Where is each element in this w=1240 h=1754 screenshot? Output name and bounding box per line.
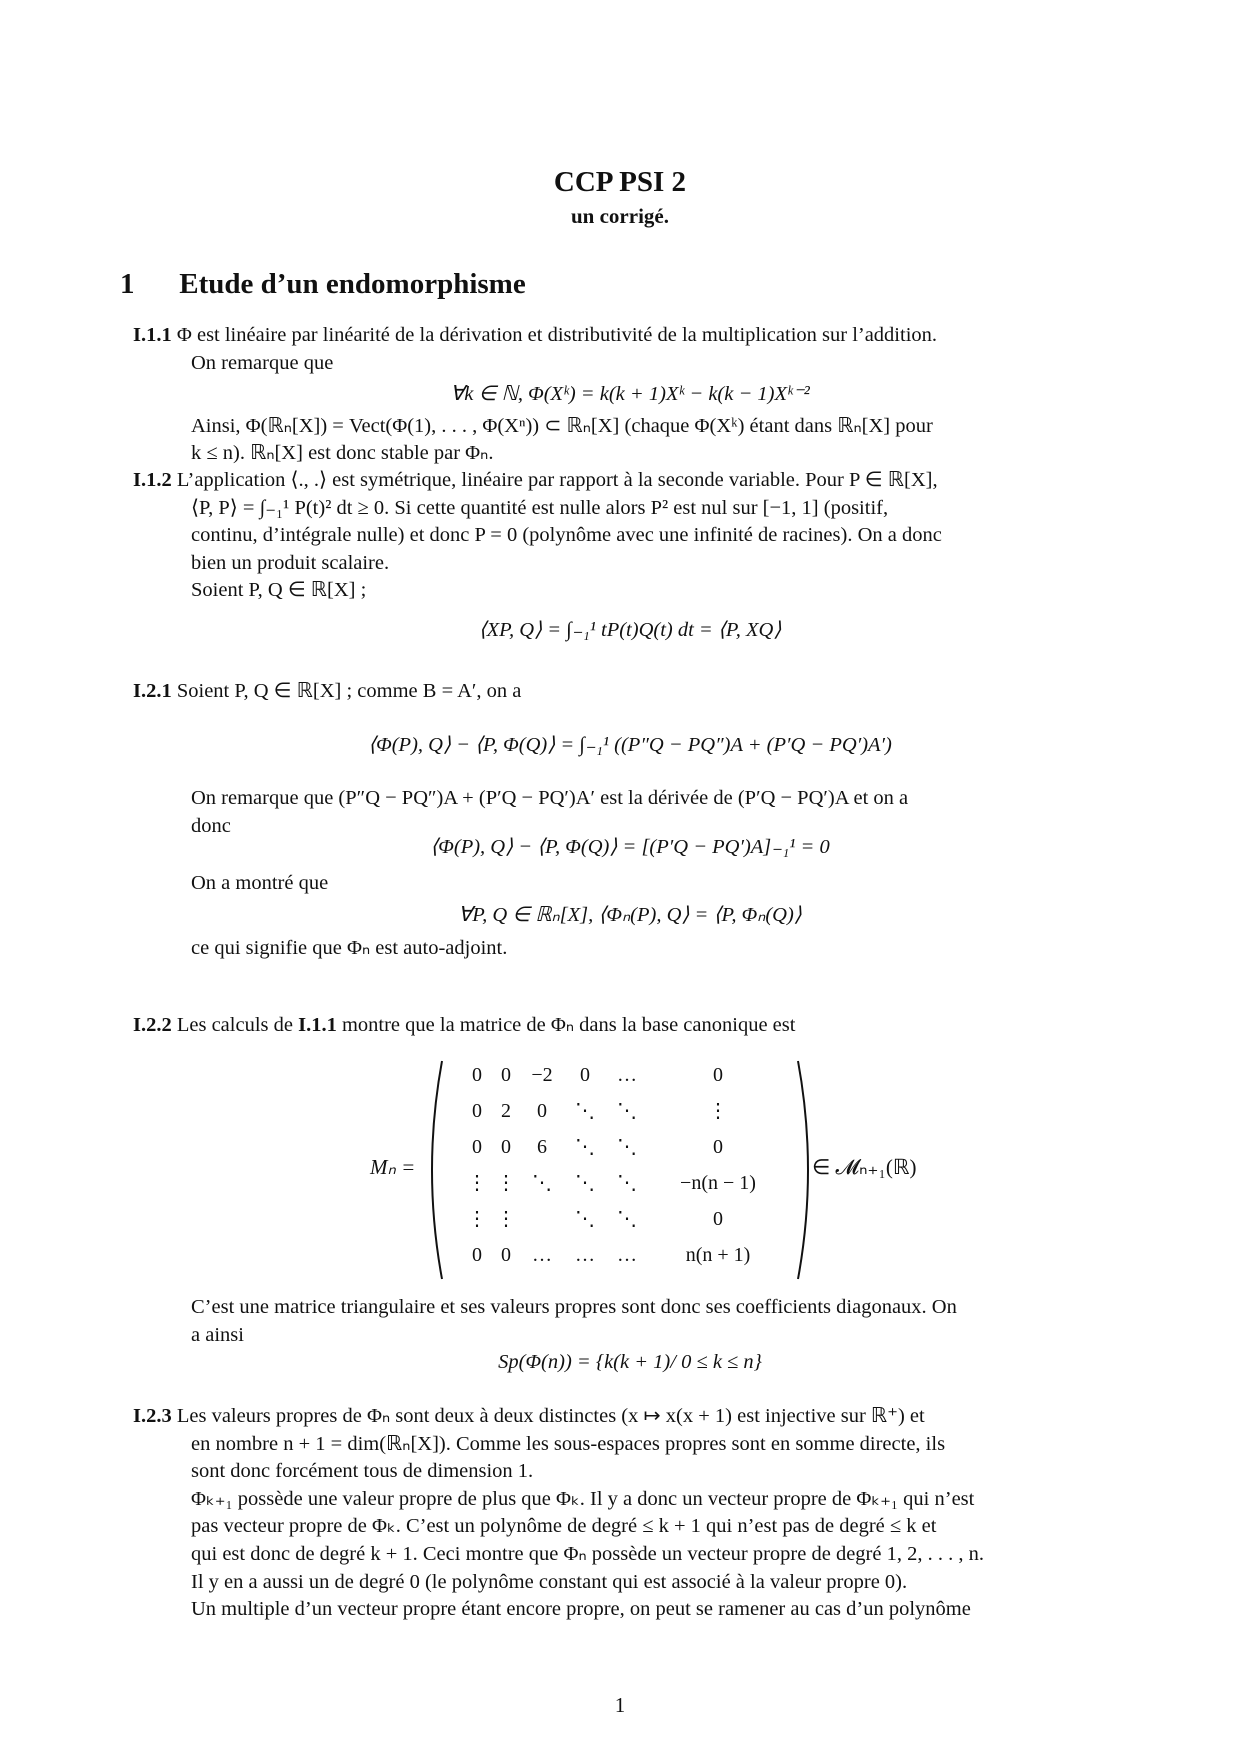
paragraph-line: a ainsi (191, 1323, 244, 1346)
matrix-cell: ⋱ (575, 1208, 595, 1230)
matrix-cell: 0 (501, 1064, 511, 1086)
item-i122 (133, 1012, 1127, 1040)
paragraph-line: qui est donc de degré k + 1. Ceci montre que Φₙ possède un vecteur propre de degré 1, 2, . . . , n. (191, 1542, 984, 1565)
matrix-cell: −n(n − 1) (680, 1172, 756, 1194)
matrix-cell: … (617, 1244, 637, 1266)
paragraph-line: Il y en a aussi un de degré 0 (le polynôme constant qui est associé à la valeur propre 0). (191, 1570, 908, 1593)
cross-reference: I.1.1 (298, 1014, 337, 1036)
paragraph-line: donc (191, 814, 231, 837)
matrix-cell: 0 (713, 1064, 723, 1086)
matrix-cell: 0 (472, 1244, 482, 1266)
paragraph-line: ce qui signifie que Φₙ est auto-adjoint. (191, 937, 508, 960)
matrix-cell: … (575, 1244, 595, 1266)
matrix-cell: 0 (501, 1136, 511, 1158)
item-label: I.2.3 (133, 1405, 172, 1427)
matrix-cell: 0 (472, 1064, 482, 1086)
item-i112 (133, 467, 1127, 649)
matrix-cell: ⋱ (532, 1172, 552, 1194)
paragraph-line: Ainsi, Φ(ℝₙ[X]) = Vect(Φ(1), . . . , Φ(Xⁿ)) ⊂ ℝₙ[X] (chaque Φ(Xᵏ) étant dans ℝₙ[X] pour (191, 414, 933, 437)
equation: ⟨XP, Q⟩ = ∫₋₁¹ tP(t)Q(t) dt = ⟨P, XQ⟩ (478, 618, 782, 641)
matrix-cell: … (617, 1064, 637, 1086)
paragraph-line: L’application ⟨., .⟩ est symétrique, linéaire par rapport à la seconde variable. Pour P ∈ ℝ[X], (176, 469, 938, 491)
equation: ∀P, Q ∈ ℝₙ[X], ⟨Φₙ(P), Q⟩ = ⟨P, Φₙ(Q)⟩ (458, 903, 802, 926)
paragraph-line: On a montré que (191, 871, 329, 894)
paragraph-line: C’est une matrice triangulaire et ses valeurs propres sont donc ses coefficients diagonaux. On (191, 1296, 957, 1318)
document-title: CCP PSI 2 (553, 166, 687, 198)
section-heading (120, 268, 526, 301)
matrix-cell: 0 (580, 1064, 590, 1086)
paragraph-line: Φ est linéaire par linéarité de la dérivation et distributivité de la multiplication sur l’addition. (176, 324, 938, 346)
matrix-cell: … (532, 1244, 552, 1266)
matrix-cell: ⋱ (617, 1172, 637, 1194)
equation: ∀k ∈ ℕ, Φ(Xᵏ) = k(k + 1)Xᵏ − k(k − 1)Xᵏ⁻² (450, 383, 810, 406)
matrix-cell: ⋱ (575, 1100, 595, 1122)
page-number: 1 (614, 1693, 626, 1717)
item-label: I.2.1 (133, 680, 172, 702)
section-title: Etude d’un endomorphisme (179, 268, 526, 300)
paragraph-text: Les calculs de (176, 1014, 299, 1036)
matrix-cell: 0 (472, 1136, 482, 1158)
matrix-cell: 0 (713, 1208, 723, 1230)
paragraph-line: Soient P, Q ∈ ℝ[X] ; (191, 579, 367, 602)
paragraph-line: bien un produit scalaire. (191, 551, 390, 574)
matrix-cell: ⋮ (467, 1208, 487, 1230)
paragraph-line: en nombre n + 1 = dim(ℝₙ[X]). Comme les sous-espaces propres sont en somme directe, ils (191, 1432, 946, 1455)
equation: ⟨Φ(P), Q⟩ − ⟨P, Φ(Q)⟩ = ∫₋₁¹ ((P″Q − PQ″)A + (P′Q − PQ′)A′) (368, 733, 892, 756)
document-subtitle: un corrigé. (571, 204, 669, 228)
paragraph-line: sont donc forcément tous de dimension 1. (191, 1460, 534, 1483)
paragraph-line: Φₖ₊₁ possède une valeur propre de plus que Φₖ. Il y a donc un vecteur propre de Φₖ₊₁ qui n’est (191, 1487, 975, 1510)
paragraph-line: k ≤ n). ℝₙ[X] est donc stable par Φₙ. (191, 442, 494, 465)
item-label: I.2.2 (133, 1014, 172, 1036)
matrix-cell: ⋮ (496, 1172, 516, 1194)
matrix-right-paren (798, 1061, 808, 1279)
matrix-cell: 0 (501, 1244, 511, 1266)
item-i123 (133, 1403, 1127, 1624)
section-number: 1 (120, 268, 135, 300)
paragraph-line: Soient P, Q ∈ ℝ[X] ; comme B = A′, on a (176, 680, 522, 702)
paragraph-line: continu, d’intégrale nulle) et donc P = 0 (polynôme avec une infinité de racines). On a donc (191, 524, 942, 547)
matrix-cell: ⋱ (575, 1172, 595, 1194)
equation: Sp(Φ(n)) = {k(k + 1)/ 0 ≤ k ≤ n} (498, 1351, 762, 1374)
equation: ⟨Φ(P), Q⟩ − ⟨P, Φ(Q)⟩ = [(P′Q − PQ′)A]₋₁¹ = 0 (430, 836, 830, 859)
matrix-cell: 0 (472, 1100, 482, 1122)
matrix-cell: 0 (537, 1100, 547, 1122)
matrix-cell: −2 (531, 1064, 553, 1086)
item-label: I.1.2 (133, 469, 172, 491)
matrix-cell: n(n + 1) (685, 1244, 751, 1266)
matrix-label: Mₙ = (370, 1155, 416, 1179)
matrix-cell: ⋱ (575, 1136, 595, 1158)
paragraph-line: ⟨P, P⟩ = ∫₋₁¹ P(t)² dt ≥ 0. Si cette quantité est nulle alors P² est nul sur [−1, 1] (positif, (191, 496, 889, 519)
item-i111 (133, 322, 1127, 468)
matrix-cell: ⋱ (617, 1208, 637, 1230)
matrix-cell: 2 (501, 1100, 511, 1122)
matrix-cell: ⋮ (708, 1100, 728, 1122)
matrix-cell: ⋱ (617, 1136, 637, 1158)
matrix-display (370, 1055, 970, 1285)
paragraph-text: montre que la matrice de Φₙ dans la base canonique est (336, 1014, 796, 1036)
matrix-cell: ⋮ (496, 1208, 516, 1230)
matrix-space: ∈ 𝓜ₙ₊₁(ℝ) (812, 1155, 917, 1179)
item-i122-cont (133, 1294, 1127, 1381)
paragraph-line: Les valeurs propres de Φₙ sont deux à deux distinctes (x ↦ x(x + 1) est injective sur ℝ⁺) et (176, 1405, 925, 1427)
matrix-left-paren (432, 1061, 442, 1279)
paragraph-line: On remarque que (191, 351, 334, 374)
matrix-cell: 0 (713, 1136, 723, 1158)
item-i121 (133, 678, 1127, 963)
paragraph-line: On remarque que (P″Q − PQ″)A + (P′Q − PQ′)A′ est la dérivée de (P′Q − PQ′)A et on a (191, 787, 909, 810)
matrix-cell: 6 (537, 1136, 547, 1158)
paragraph-line: Un multiple d’un vecteur propre étant encore propre, on peut se ramener au cas d’un polynôme (191, 1598, 971, 1621)
paragraph-line: pas vecteur propre de Φₖ. C’est un polynôme de degré ≤ k + 1 qui n’est pas de degré ≤ k et (191, 1515, 937, 1538)
matrix-cell: ⋮ (467, 1172, 487, 1194)
matrix-cell: ⋱ (617, 1100, 637, 1122)
item-label: I.1.1 (133, 324, 172, 346)
